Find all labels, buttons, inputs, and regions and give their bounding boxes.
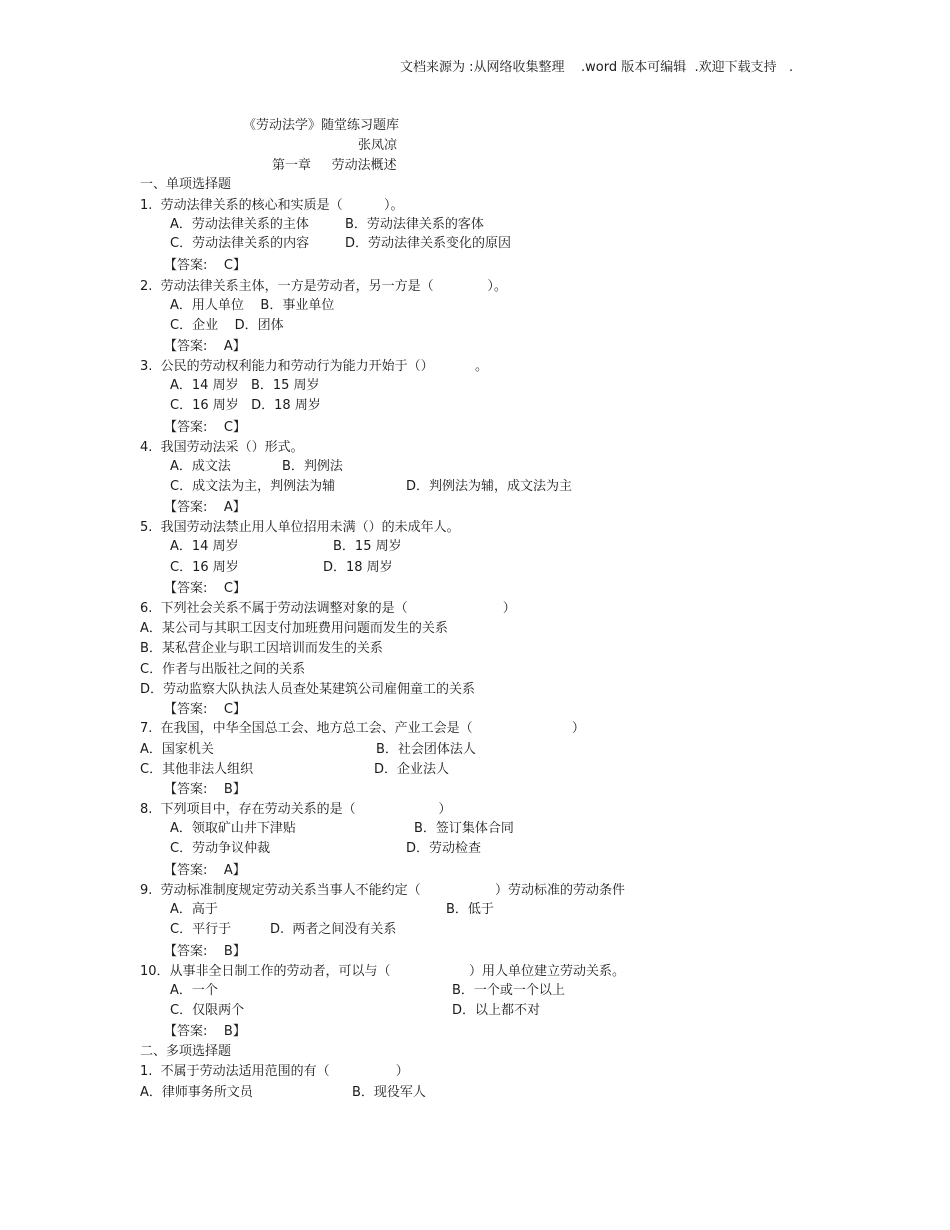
question-7: 7. 在我国，中华全国总工会、地方总工会、产业工会是（ ） xyxy=(140,721,585,736)
option: D．18 周岁 xyxy=(323,560,393,575)
question-8: 8. 下列项目中，存在劳动关系的是（ ） xyxy=(140,802,452,817)
option: D．判例法为辅，成文法为主 xyxy=(406,479,573,494)
answer: 【答案: B】 xyxy=(164,944,246,959)
question-6: 6. 下列社会关系不属于劳动法调整对象的是（ ） xyxy=(140,601,516,616)
doc-author: 张凤凉 xyxy=(358,138,398,153)
question-1: 1. 劳动法律关系的核心和实质是（ ）。 xyxy=(140,198,404,213)
option: B．社会团体法人 xyxy=(376,742,476,757)
answer: 【答案: C】 xyxy=(164,258,246,273)
question-4: 4. 我国劳动法采（）形式。 xyxy=(140,440,304,455)
option: C．平行于 xyxy=(170,922,232,937)
answer: 【答案: C】 xyxy=(164,420,246,435)
option: B．低于 xyxy=(446,902,494,917)
option: C．劳动法律关系的内容 xyxy=(170,236,310,251)
option: A．律师事务所文员 xyxy=(140,1085,253,1100)
answer: 【答案: B】 xyxy=(164,1024,246,1039)
option: B．劳动法律关系的客体 xyxy=(345,217,484,232)
option: D．企业法人 xyxy=(374,762,450,777)
option: C．劳动争议仲裁 xyxy=(170,841,271,856)
option: B．判例法 xyxy=(282,459,343,474)
answer: 【答案: A】 xyxy=(164,863,246,878)
chapter-title: 第一章 劳动法概述 xyxy=(272,158,397,173)
question-3: 3. 公民的劳动权利能力和劳动行为能力开始于（） 。 xyxy=(140,359,488,374)
option: A．一个 xyxy=(170,983,218,998)
option: A．国家机关 xyxy=(140,742,214,757)
option: B．签订集体合同 xyxy=(414,821,514,836)
option: A．14 周岁 B．15 周岁 xyxy=(170,378,320,393)
option: D．劳动检查 xyxy=(406,841,482,856)
doc-title: 《劳动法学》随堂练习题库 xyxy=(243,118,400,133)
answer: 【答案: A】 xyxy=(164,339,246,354)
option: A．高于 xyxy=(170,902,218,917)
option: B．现役军人 xyxy=(352,1085,426,1100)
question-10: 10．从事非全日制工作的劳动者，可以与（ ）用人单位建立劳动关系。 xyxy=(140,964,626,979)
answer: 【答案: B】 xyxy=(164,782,246,797)
option: C．其他非法人组织 xyxy=(140,762,254,777)
answer: 【答案: A】 xyxy=(164,500,246,515)
question-2: 2. 劳动法律关系主体，一方是劳动者，另一方是（ ）。 xyxy=(140,279,507,294)
option: A．成文法 xyxy=(170,459,231,474)
option: C．仅限两个 xyxy=(170,1003,245,1018)
answer: 【答案: C】 xyxy=(164,581,246,596)
section-heading: 二、多项选择题 xyxy=(140,1044,232,1059)
option: D．劳动法律关系变化的原因 xyxy=(345,236,512,251)
option: C．作者与出版社之间的关系 xyxy=(140,662,306,677)
option: C．16 周岁 D．18 周岁 xyxy=(170,398,321,413)
option: D．劳动监察大队执法人员查处某建筑公司雇佣童工的关系 xyxy=(140,682,476,697)
option: A．14 周岁 xyxy=(170,539,239,554)
answer: 【答案: C】 xyxy=(164,702,246,717)
option: D. 两者之间没有关系 xyxy=(270,922,397,937)
header-note: 文档来源为 :从网络收集整理 .word 版本可编辑 .欢迎下载支持 . xyxy=(400,60,794,75)
option: B．某私营企业与职工因培训而发生的关系 xyxy=(140,641,383,656)
option: C．16 周岁 xyxy=(170,560,239,575)
question-5: 5. 我国劳动法禁止用人单位招用未满（）的未成年人。 xyxy=(140,520,460,535)
question-multi-1: 1. 不属于劳动法适用范围的有（ ） xyxy=(140,1064,409,1079)
option: A．领取矿山井下津贴 xyxy=(170,821,296,836)
option: B．15 周岁 xyxy=(333,539,402,554)
option: C．企业 D．团体 xyxy=(170,318,284,333)
option: B．一个或一个以上 xyxy=(452,983,565,998)
section-heading: 一、单项选择题 xyxy=(140,177,232,192)
option: A．某公司与其职工因支付加班费用问题而发生的关系 xyxy=(140,621,448,636)
option: A．劳动法律关系的主体 xyxy=(170,217,309,232)
option: A．用人单位 B．事业单位 xyxy=(170,298,335,313)
option: D．以上都不对 xyxy=(452,1003,541,1018)
question-9: 9. 劳动标准制度规定劳动关系当事人不能约定（ ）劳动标准的劳动条件 xyxy=(140,883,626,898)
option: C．成文法为主，判例法为辅 xyxy=(170,479,336,494)
